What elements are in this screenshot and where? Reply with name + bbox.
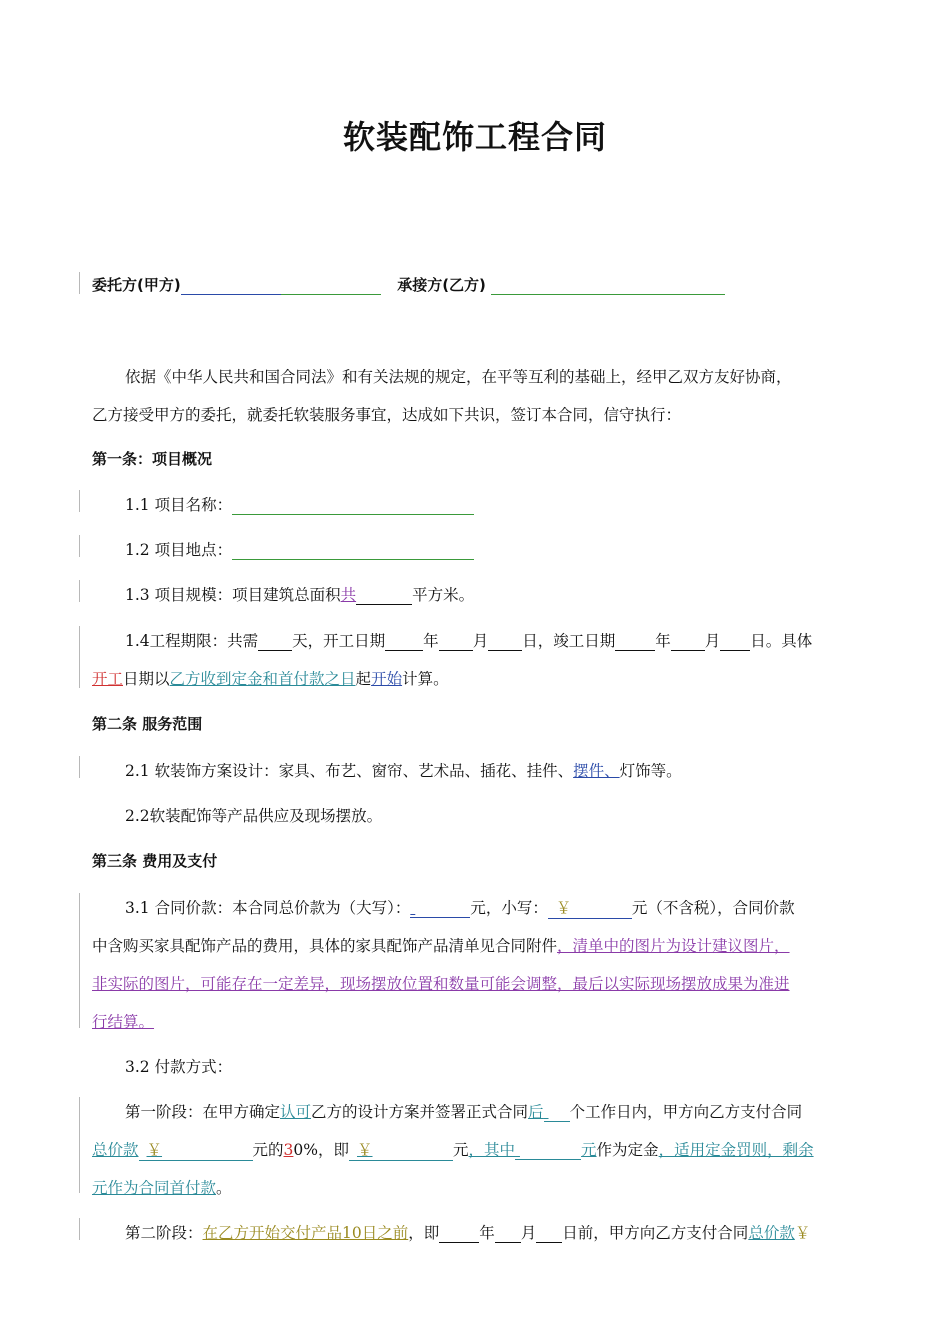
deposit-field[interactable] xyxy=(515,1141,581,1160)
project-name-label: 1.1 项目名称： xyxy=(125,496,233,514)
stage-1-total-field[interactable]: ￥ xyxy=(139,1138,253,1161)
change-bar xyxy=(79,756,80,778)
stage-2-line-1: 第二阶段：在乙方开始交付产品10日之前，即 年 月 日前，甲方向乙方支付合同总价款￥ xyxy=(125,1224,811,1242)
start-year-field[interactable] xyxy=(385,632,423,651)
project-location-label: 1.2 项目地点： xyxy=(125,541,233,559)
stage-1-amount-field[interactable]: ￥ xyxy=(349,1138,453,1161)
end-day-field[interactable] xyxy=(720,632,750,651)
project-name-field[interactable] xyxy=(232,496,474,515)
change-bar xyxy=(79,490,80,512)
start-day-field[interactable] xyxy=(488,632,522,651)
item-2-2: 2.2软装配饰等产品供应及现场摆放。 xyxy=(125,807,383,825)
stage-1-line-3: 元作为合同首付款。 xyxy=(92,1179,232,1197)
change-bar xyxy=(79,272,80,294)
stage-2-day-field[interactable] xyxy=(536,1224,562,1243)
party-b-field[interactable] xyxy=(491,276,725,295)
project-location-field[interactable] xyxy=(232,541,474,560)
item-2-1: 2.1 软装饰方案设计：家具、布艺、窗帘、艺术品、插花、挂件、摆件、灯饰等。 xyxy=(125,762,682,780)
change-bar xyxy=(79,535,80,557)
total-upper-field[interactable] xyxy=(410,899,470,918)
item-3-1-line-3: 非实际的图片，可能存在一定差异，现场摆放位置和数量可能会调整，最后以实际现场摆放成果为准进 xyxy=(92,975,790,993)
page-title: 软装配饰工程合同 xyxy=(342,118,607,156)
item-3-2: 3.2 付款方式： xyxy=(125,1058,233,1076)
item-1-4: 1.4工程期限：共需 天，开工日期 年 月 日，竣工日期 年 月 日。具体 xyxy=(125,632,813,650)
end-month-field[interactable] xyxy=(671,632,705,651)
item-1-3: 1.3 项目规模：项目建筑总面积共 平方米。 xyxy=(125,586,475,604)
stage-2-month-field[interactable] xyxy=(495,1224,521,1243)
stage-2-year-field[interactable] xyxy=(439,1224,479,1243)
change-bar xyxy=(79,1218,80,1240)
intro-line-1: 依据《中华人民共和国合同法》和有关法规的规定，在平等互利的基础上，经甲乙双方友好协商， xyxy=(125,368,792,386)
article-2-heading: 第二条 服务范围 xyxy=(92,715,203,733)
item-1-4-line-2: 开工日期以乙方收到定金和首付款之日起开始计算。 xyxy=(92,670,449,688)
article-1-heading: 第一条：项目概况 xyxy=(92,450,213,468)
start-month-field[interactable] xyxy=(439,632,473,651)
party-a-label: 委托方(甲方) xyxy=(92,276,181,294)
party-a-field[interactable] xyxy=(181,276,381,294)
change-bar xyxy=(79,580,80,602)
item-3-1-line-4: 行结算。 xyxy=(92,1013,155,1031)
intro-line-2: 乙方接受甲方的委托，就委托软装服务事宜，达成如下共识，签订本合同，信守执行： xyxy=(92,406,682,424)
item-1-2 xyxy=(125,538,905,560)
article-3-heading: 第三条 费用及支付 xyxy=(92,852,218,870)
change-bar xyxy=(79,1097,80,1193)
end-year-field[interactable] xyxy=(615,632,655,651)
change-bar xyxy=(79,893,80,1028)
party-b-label: 承接方(乙方) xyxy=(397,276,486,294)
stage-1-line-1: 第一阶段：在甲方确定认可乙方的设计方案并签署正式合同后 个工作日内，甲方向乙方支付合同 xyxy=(125,1103,803,1121)
parties-line xyxy=(92,274,872,295)
stage-1-line-2: 总价款 ￥ 元的30%，即 ￥ 元，其中 元作为定金，适用定金罚则，剩余 xyxy=(92,1138,872,1161)
change-bar xyxy=(79,626,80,688)
area-field[interactable] xyxy=(356,586,412,605)
days-field[interactable] xyxy=(258,632,292,651)
item-3-1: 3.1 合同价款：本合同总价款为（大写）： 元，小写： ￥ 元（不含税），合同价款 xyxy=(125,896,905,919)
item-1-1 xyxy=(125,493,905,515)
item-3-1-line-2: 中含购买家具配饰产品的费用，具体的家具配饰产品清单见合同附件，清单中的图片为设计建议图片， xyxy=(92,937,790,955)
workdays-field[interactable] xyxy=(544,1103,570,1122)
total-lower-field[interactable]: ￥ xyxy=(548,896,632,919)
